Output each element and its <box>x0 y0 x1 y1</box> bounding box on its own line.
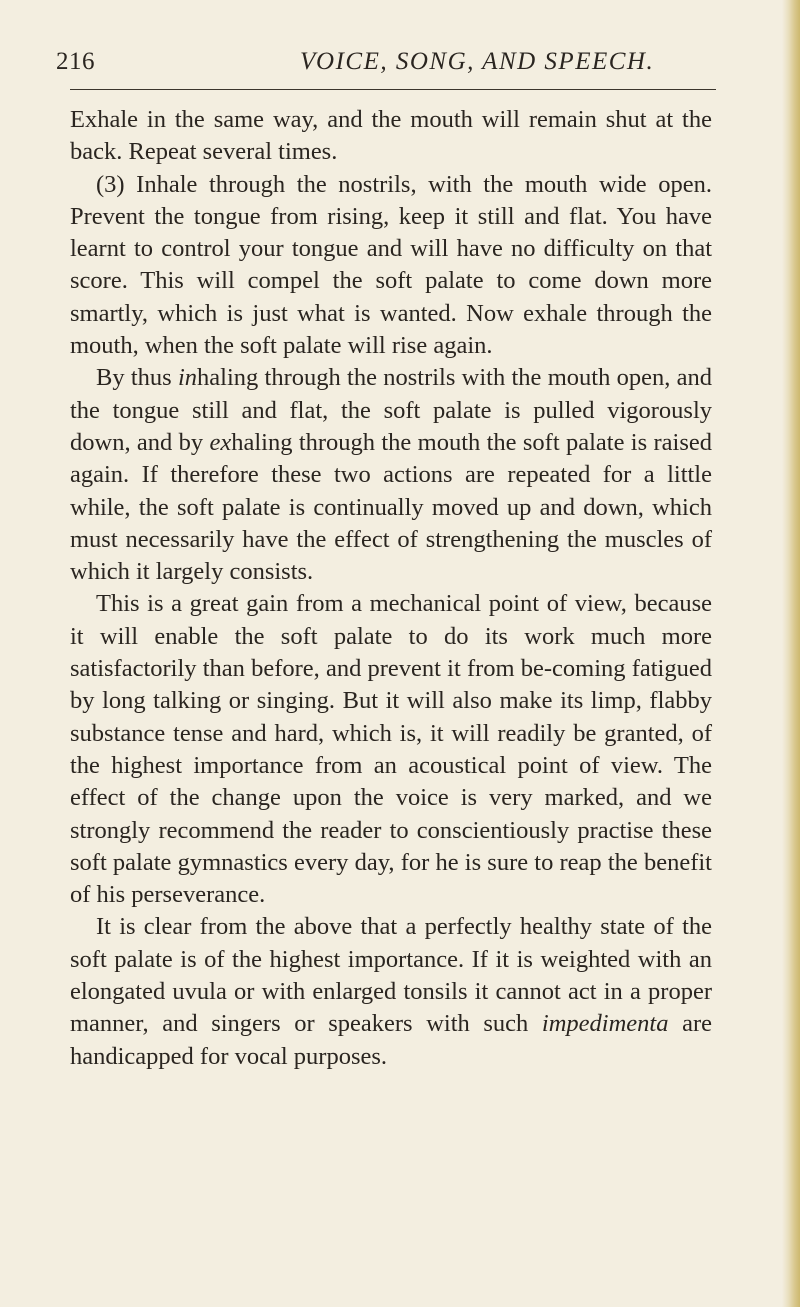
running-header <box>56 48 716 80</box>
paragraph-3-text-c: haling through the mouth the soft palate is raised again. If therefore these two actions are repeated for a little while, the soft palate is continually moved up and down, which must necessarily have the effect of strengthening the muscles of which it largely consists. <box>70 428 712 586</box>
paragraph-4: This is a great gain from a mechanical point of view, because it will enable the soft palate to do its work much more satisfactorily than before, and prevent it from be-coming fatigued by long talking or singing. But it will also make its limp, flabby substance tense and hard, which is, it will readily be granted, of the highest importance from an acoustical point of view. The effect of the change upon the voice is very marked, and we strongly recommend the reader to conscientiously practise these soft palate gymnastics every day, for he is sure to reap the benefit of his perseverance. <box>70 590 712 909</box>
emphasis-ex: ex <box>209 428 232 456</box>
emphasis-in: in <box>177 364 198 392</box>
page-number: 216 <box>56 48 95 75</box>
page-edge-shadow <box>782 0 800 1307</box>
emphasis-impedimenta: impedimenta <box>541 1010 669 1038</box>
paragraph-3-text-b: haling through the nostrils with the mouth open, and the tongue still and flat, the soft palate is pulled vigorously down, and by <box>70 364 712 456</box>
header-rule <box>70 89 716 90</box>
running-title: VOICE, SONG, AND SPEECH. <box>300 48 655 75</box>
paragraph-1: Exhale in the same way, and the mouth will remain shut at the back. Repeat several times. <box>70 106 712 166</box>
paragraph-3 <box>70 362 712 588</box>
paragraph-5 <box>70 911 712 1072</box>
paragraph-2: (3) Inhale through the nostrils, with the mouth wide open. Prevent the tongue from rising, keep it still and flat. You have learnt to control your tongue and will have no difficulty on that score. This will compel the soft palate to come down more smartly, which is just what is wanted. Now exhale through the mouth, when the soft palate will rise again. <box>70 170 712 360</box>
body-text <box>70 104 712 1073</box>
paragraph-5-text-b: are handicapped for vocal purposes. <box>70 1010 712 1070</box>
paragraph-5-text-a: It is clear from the above that a perfectly healthy state of the soft palate is of the highest importance. If it is weighted with an elongated uvula or with enlarged tonsils it cannot act in a proper manner, and singers or speakers with such <box>70 913 712 1038</box>
paragraph-3-text-a: By thus <box>96 364 178 392</box>
